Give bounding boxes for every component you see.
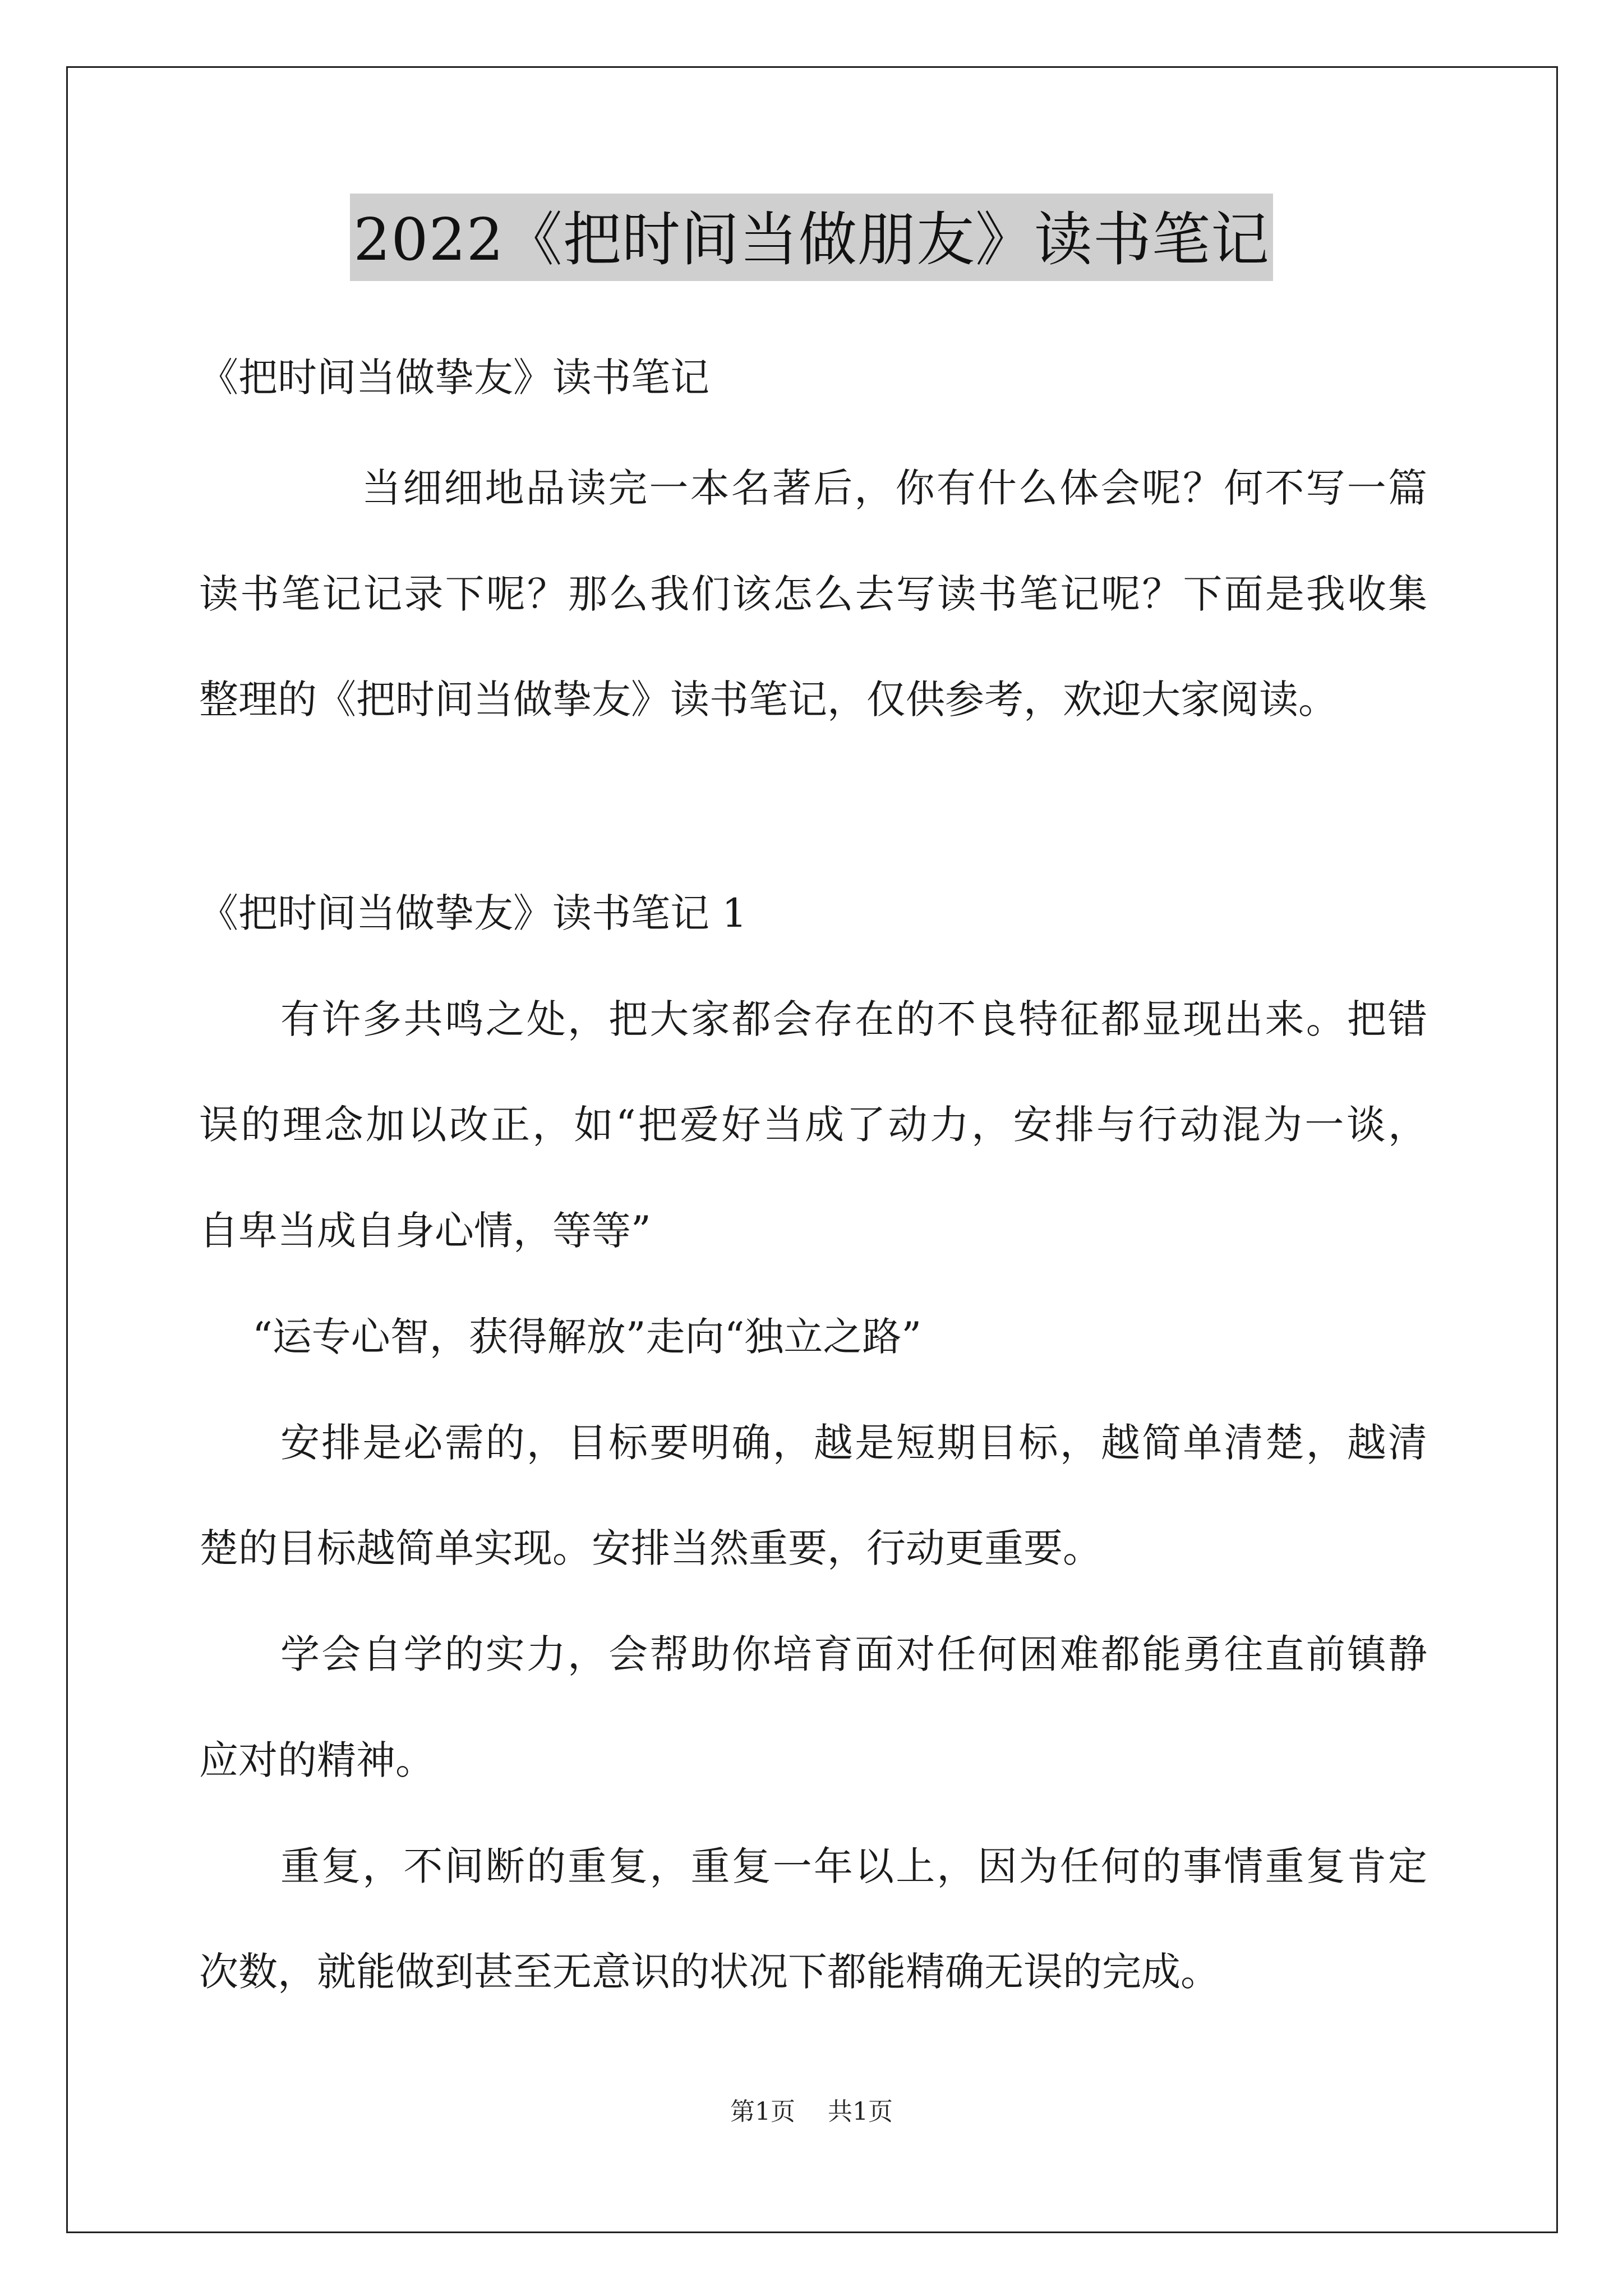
paragraph-line-10: 次数，就能做到甚至无意识的状况下都能精确无误的完成。 [199,1949,1220,1995]
intro-line-3: 整理的《把时间当做挚友》读书笔记，仅供参考，欢迎大家阅读。 [199,677,1338,723]
intro-line-2: 读书笔记记录下呢？那么我们该怎么去写读书笔记呢？下面是我收集 [199,571,1427,617]
document-title: 2022《把时间当做朋友》读书笔记 [350,194,1273,281]
paragraph-line-3: 自卑当成自身心情，等等” [199,1208,651,1254]
section-heading: 《把时间当做挚友》读书笔记 1 [199,890,747,936]
page-number: 第1页 [730,2097,795,2126]
paragraph-line-9: 重复，不间断的重复，重复一年以上，因为任何的事情重复肯定 [280,1843,1427,1889]
intro-line-1: 当细细地品读完一本名著后，你有什么体会呢？何不写一篇 [362,465,1427,511]
page-total: 共1页 [828,2097,893,2126]
paragraph-line-7: 学会自学的实力，会帮助你培育面对任何困难都能勇往直前镇静 [280,1631,1427,1677]
title-container [0,194,1623,281]
paragraph-line-4: “运专心智，获得解放”走向“独立之路” [252,1314,922,1360]
page-footer [0,2095,1623,2129]
paragraph-line-1: 有许多共鸣之处，把大家都会存在的不良特征都显现出来。把错 [280,996,1427,1042]
paragraph-line-5: 安排是必需的，目标要明确，越是短期目标，越简单清楚，越清 [280,1420,1427,1466]
paragraph-line-2: 误的理念加以改正，如“把爱好当成了动力，安排与行动混为一谈， [199,1102,1427,1148]
paragraph-line-8: 应对的精神。 [199,1737,435,1783]
paragraph-line-6: 楚的目标越简单实现。安排当然重要，行动更重要。 [199,1525,1102,1571]
subtitle: 《把时间当做挚友》读书笔记 [199,355,709,401]
